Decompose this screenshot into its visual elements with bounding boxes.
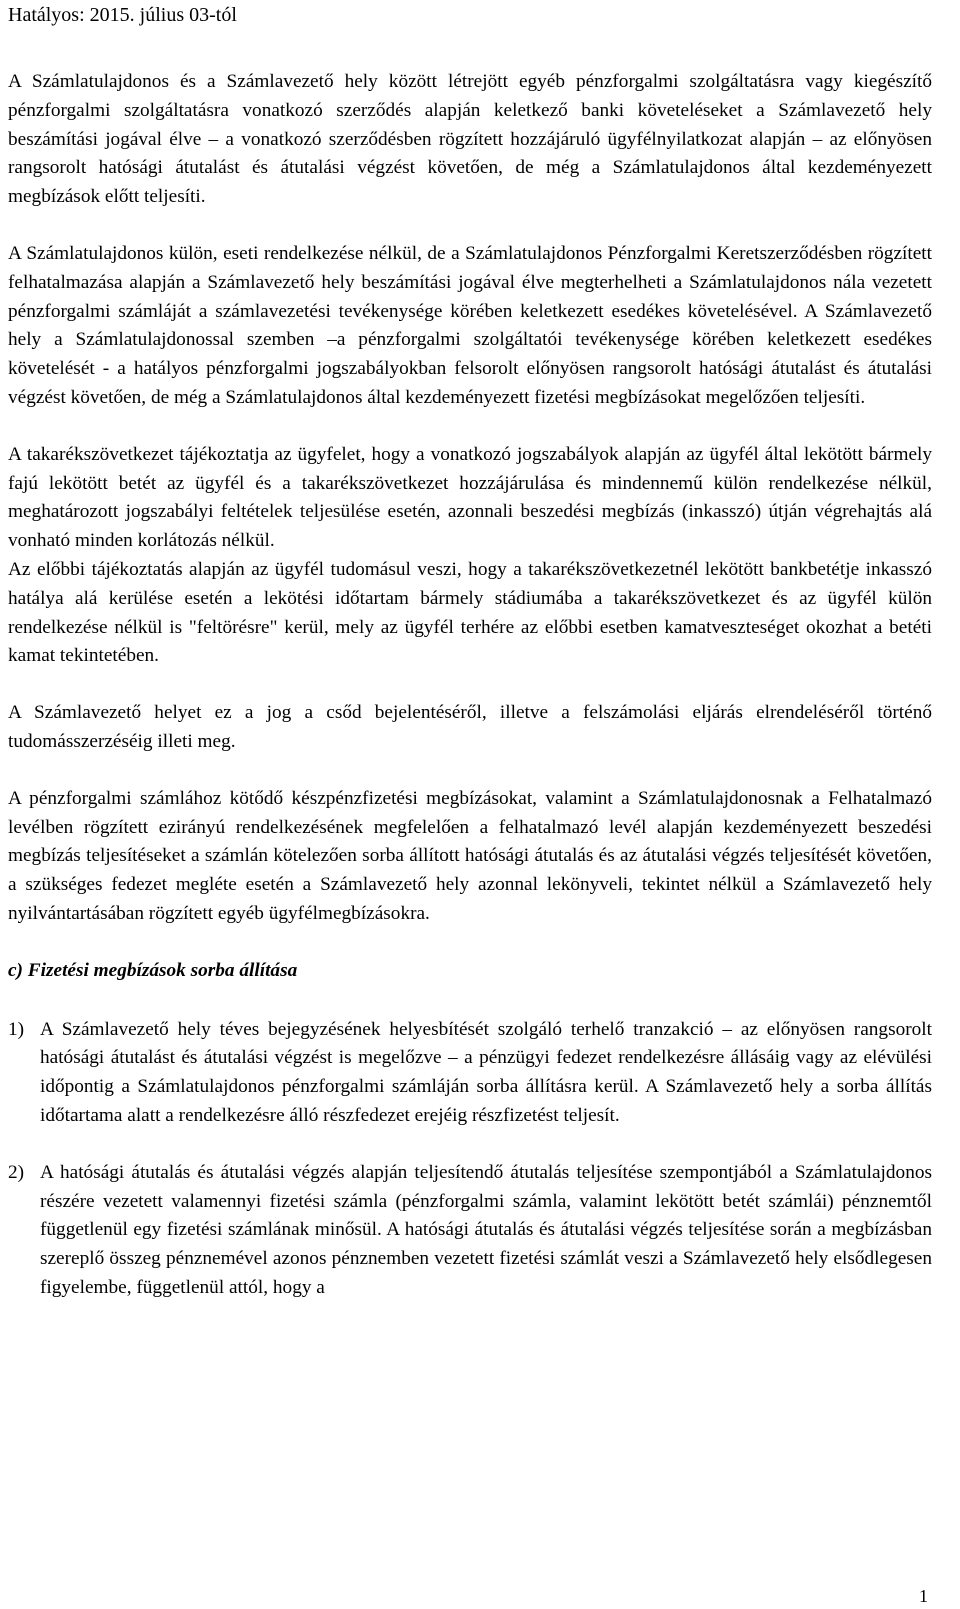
list-item <box>8 1159 932 1303</box>
paragraph-deposit-collection: A takarékszövetkezet tájékoztatja az ügyfelet, hogy a vonatkozó jogszabályok alapján az ügyfél által lekötött bármely fajú lekötött betét az ügyfél és a takarékszövetkezet hozzájárulása és mindennemű külön rendelkezése nélkül, meghatározott jogszabályi feltételek teljesülése esetén, azonnali beszedési megbízás (inkasszó) útján végrehajtás alá vonható minden korlátozás nélkül. <box>8 443 932 552</box>
page-number: 1 <box>919 1586 928 1606</box>
effective-date: Hatályos: 2015. július 03-tól <box>8 4 237 26</box>
list-item-number: 1) <box>8 1018 25 1040</box>
paragraph-bankruptcy: A Számlavezető helyet ez a jog a csőd bejelentéséről, illetve a felszámolási eljárás elrendeléséről történő tudomásszerzéséig illeti meg. <box>8 702 932 752</box>
list-item-number: 2) <box>8 1161 25 1183</box>
list-item-text: A hatósági átutalás és átutalási végzés alapján teljesítendő átutalás teljesítése szempontjából a Számlatulajdonos részére vezetett valamennyi fizetési számla (pénzforgalmi számla, valamint lekötött betét számlái) pénznemtől függetlenül egy fizetési számlának minősül. A hatósági átutalás és átutalási végzés teljesítése során a megbízásban szereplő összeg pénznemével azonos pénznemben vezetett fizetési számlát veszi a Számlavezető hely elsődlegesen figyelembe, függetlenül attól, hogy a <box>40 1161 932 1298</box>
list-item <box>8 1016 932 1131</box>
document-body <box>8 68 932 1303</box>
paragraph-bank-claims: A Számlatulajdonos és a Számlavezető hely között létrejött egyéb pénzforgalmi szolgáltatásra vagy kiegészítő pénzforgalmi szolgáltatásra vonatkozó szerződés alapján keletkező banki követeléseket a Számlavezető hely beszámítási jogával élve – a vonatkozó szerződésben rögzített hozzájáruló ügyfélnyilatkozat alapján – az előnyösen rangsorolt hatósági átutalást és átutalási végzést követően, de még a Számlatulajdonos által kezdeményezett megbízások előtt teljesíti. <box>8 71 932 208</box>
section-heading: c) Fizetési megbízások sorba állítása <box>8 959 298 981</box>
paragraph-deposit-breaking: Az előbbi tájékoztatás alapján az ügyfél tudomásul veszi, hogy a takarékszövetkezetnél lekötött bankbetétje inkasszó hatálya alá kerülése esetén a lekötési időtartam bármely stádiumába a takarékszövetkezet és az ügyfél külön rendelkezése nélkül is "feltörésre" kerül, mely az ügyfél terhére az előbbi esetben kamatveszteséget okozhat a betéti kamat tekintetében. <box>8 558 932 667</box>
paragraph-cash-orders: A pénzforgalmi számlához kötődő készpénzfizetési megbízásokat, valamint a Számlatulajdonosnak a Felhatalmazó levélben rögzített ezirányú rendelkezésének megfelelően a felhatalmazó levél alapján kezdeményezett beszedési megbízás teljesítéseket a számlán kötelezően sorba állított hatósági átutalás és az átutalási végzés teljesítését követően, a szükséges fedezet megléte esetén a Számlavezető hely azonnal lekönyveli, tekintet nélkül a Számlavezető hely nyilvántartásában rögzített egyéb ügyfélmegbízásokra. <box>8 787 932 924</box>
list-item-text: A Számlavezető hely téves bejegyzésének helyesbítését szolgáló terhelő tranzakció – az előnyösen rangsorolt hatósági átutalást és átutalási végzést is megelőzve – a pénzügyi fedezet rendelkezésre állásáig vagy az elévülési időpontig a Számlatulajdonos pénzforgalmi számláján sorba állításra kerül. A Számlavezető hely a sorba állítás időtartama alatt a rendelkezésre álló részfedezet erejéig részfizetést teljesít. <box>40 1018 932 1126</box>
paragraph-offset-right: A Számlatulajdonos külön, eseti rendelkezése nélkül, de a Számlatulajdonos Pénzforgalmi Keretszerződésben rögzített felhatalmazása alapján a Számlavezető hely beszámítási jogával élve megterhelheti a Számlatulajdonos nála vezetett pénzforgalmi számláját a számlavezetési tevékenysége körében keletkezett esedékes követelésével. A Számlavezető hely a Számlatulajdonossal szemben –a pénzforgalmi szolgáltatói tevékenysége körében keletkezett esedékes követelését - a hatályos pénzforgalmi jogszabályokban felsorolt előnyösen rangsorolt hatósági átutalást és átutalási végzést követően, de még a Számlatulajdonos által kezdeményezett fizetési megbízásokat megelőzően teljesíti. <box>8 242 932 408</box>
